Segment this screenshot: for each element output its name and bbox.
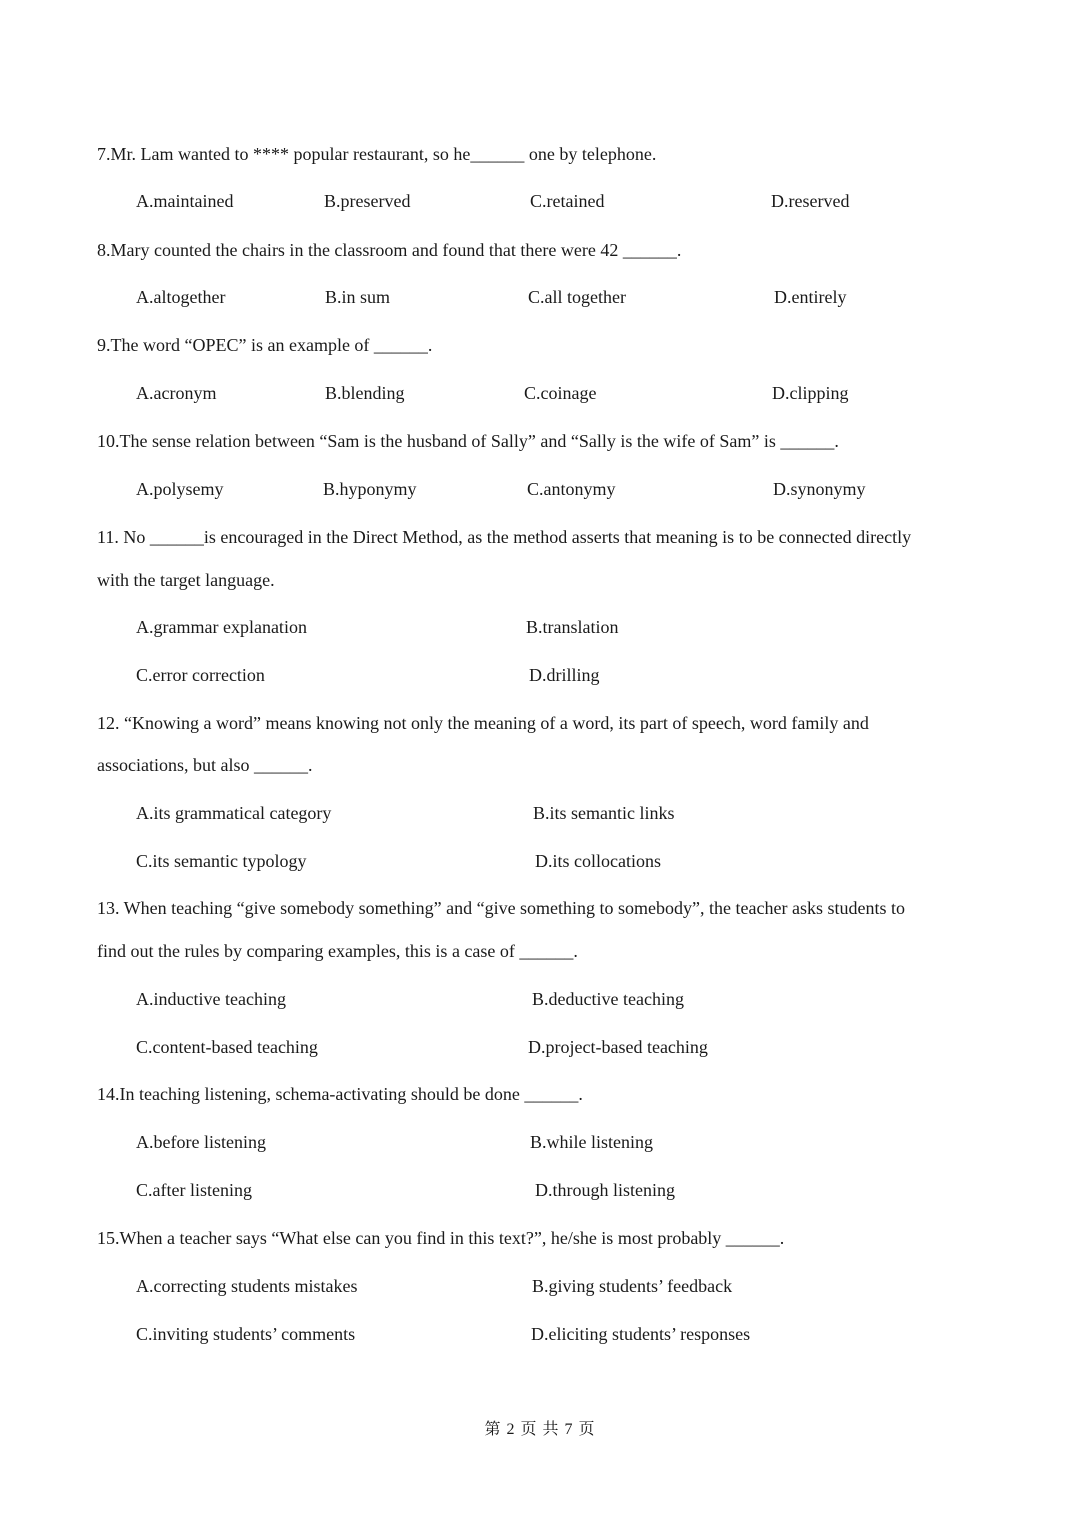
question-13-stem-line-1: 13. When teaching “give somebody something” and “give something to somebody”, the teacher asks students to <box>97 898 905 918</box>
question-12-option-a: A.its grammatical category <box>136 803 332 823</box>
question-14-stem: 14.In teaching listening, schema-activating should be done ______. <box>97 1084 583 1104</box>
question-10-option-a: A.polysemy <box>136 479 224 499</box>
question-14-option-d: D.through listening <box>535 1180 675 1200</box>
question-15-option-c: C.inviting students’ comments <box>136 1324 356 1344</box>
question-9-stem: 9.The word “OPEC” is an example of ______. <box>97 335 433 355</box>
question-12-option-d: D.its collocations <box>535 851 661 871</box>
question-14-option-b: B.while listening <box>530 1132 653 1152</box>
question-14-option-c: C.after listening <box>136 1180 252 1200</box>
question-9-option-d: D.clipping <box>772 383 849 403</box>
question-12-stem-line-2: associations, but also ______. <box>97 755 313 775</box>
question-8-option-a: A.altogether <box>136 287 226 307</box>
question-8-stem: 8.Mary counted the chairs in the classroom and found that there were 42 ______. <box>97 240 682 260</box>
question-13-option-d: D.project-based teaching <box>528 1037 708 1057</box>
question-11-stem-line-1: 11. No ______is encouraged in the Direct Method, as the method asserts that meaning is to be connected directly <box>97 527 912 547</box>
question-11-option-c: C.error correction <box>136 665 265 685</box>
question-9-option-b: B.blending <box>325 383 405 403</box>
question-13-option-a: A.inductive teaching <box>136 989 286 1009</box>
question-10-option-b: B.hyponymy <box>323 479 417 499</box>
question-7-option-a: A.maintained <box>136 191 234 211</box>
question-12-option-c: C.its semantic typology <box>136 851 307 871</box>
question-7-option-c: C.retained <box>530 191 605 211</box>
question-13-stem-line-2: find out the rules by comparing examples, this is a case of ______. <box>97 941 578 961</box>
question-7-stem: 7.Mr. Lam wanted to **** popular restaurant, so he______ one by telephone. <box>97 144 657 164</box>
question-11-option-d: D.drilling <box>529 665 600 685</box>
question-10-stem: 10.The sense relation between “Sam is the husband of Sally” and “Sally is the wife of Sam” is ______. <box>97 431 839 451</box>
question-10-option-d: D.synonymy <box>773 479 866 499</box>
question-9-option-a: A.acronym <box>136 383 217 403</box>
question-10-option-c: C.antonymy <box>527 479 616 499</box>
question-9-option-c: C.coinage <box>524 383 597 403</box>
question-13-option-b: B.deductive teaching <box>532 989 684 1009</box>
question-7-option-d: D.reserved <box>771 191 850 211</box>
question-12-option-b: B.its semantic links <box>533 803 675 823</box>
question-7-option-b: B.preserved <box>324 191 411 211</box>
question-15-option-d: D.eliciting students’ responses <box>531 1324 751 1344</box>
question-8-option-c: C.all together <box>528 287 626 307</box>
question-11-stem-line-2: with the target language. <box>97 570 275 590</box>
question-15-option-b: B.giving students’ feedback <box>532 1276 733 1296</box>
question-11-option-b: B.translation <box>526 617 619 637</box>
question-11-option-a: A.grammar explanation <box>136 617 307 637</box>
page-number-footer: 第 2 页 共 7 页 <box>484 1421 596 1438</box>
question-13-option-c: C.content-based teaching <box>136 1037 318 1057</box>
question-15-stem: 15.When a teacher says “What else can you find in this text?”, he/she is most probably ______. <box>97 1228 785 1248</box>
question-15-option-a: A.correcting students mistakes <box>136 1276 358 1296</box>
question-8-option-d: D.entirely <box>774 287 847 307</box>
question-12-stem-line-1: 12. “Knowing a word” means knowing not only the meaning of a word, its part of speech, word family and <box>97 713 869 733</box>
question-8-option-b: B.in sum <box>325 287 391 307</box>
question-14-option-a: A.before listening <box>136 1132 266 1152</box>
